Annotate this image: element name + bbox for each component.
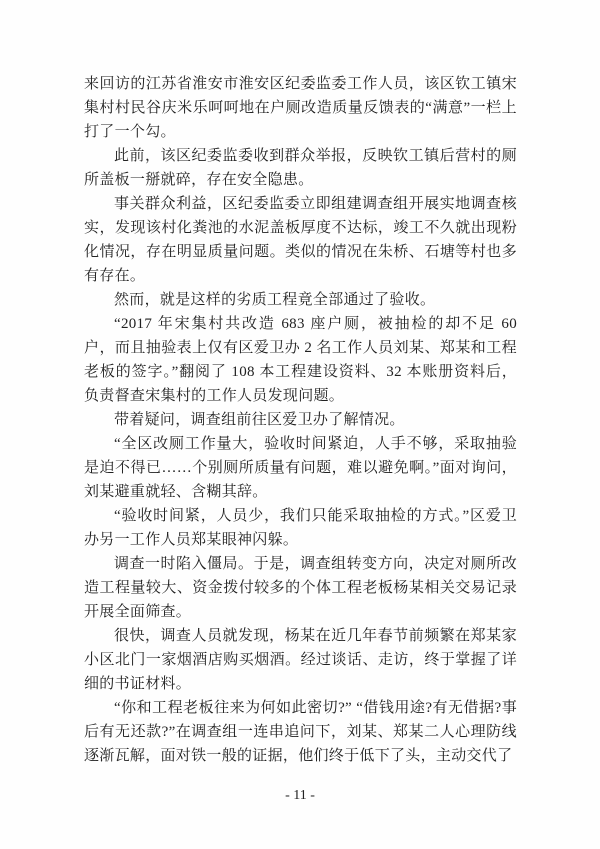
article-body bbox=[84, 72, 517, 768]
paragraph: 此前，该区纪委监委收到群众举报，反映钦工镇后营村的厕所盖板一掰就碎，存在安全隐患。 bbox=[84, 148, 517, 188]
page-number: - 11 - bbox=[285, 788, 315, 803]
paragraph: “2017 年宋集村共改造 683 座户厕，被抽检的却不足 60 户，而且抽验表上仅有区爱卫办 2 名工作人员刘某、郑某和工程老板的签字。”翻阅了 108 本工程建设资料、32 本账册资料后，负责督查宋集村的工作人员发现问题。 bbox=[84, 316, 517, 404]
paragraph: 然而，就是这样的劣质工程竟全部通过了验收。 bbox=[114, 292, 436, 308]
paragraph: 很快，调查人员就发现，杨某在近几年春节前频繁在郑某家小区北门一家烟酒店购买烟酒。经过谈话、走访，终于掌握了详细的书证材料。 bbox=[84, 628, 517, 692]
paragraph: “你和工程老板往来为何如此密切?” “借钱用途?有无借据?事后有无还款?”在调查组一连串追问下，刘某、郑某二人心理防线逐渐瓦解，面对铁一般的证据，他们终于低下了头，主动交代了 bbox=[84, 700, 517, 764]
paragraph: 事关群众利益，区纪委监委立即组建调查组开展实地调查核实，发现该村化粪池的水泥盖板厚度不达标，竣工不久就出现粉化情况，存在明显质量问题。类似的情况在朱桥、石塘等村也多有存在。 bbox=[84, 196, 517, 284]
paragraph: “验收时间紧，人员少，我们只能采取抽检的方式。”区爱卫办另一工作人员郑某眼神闪躲。 bbox=[84, 508, 517, 548]
paragraph: 调查一时陷入僵局。于是，调查组转变方向，决定对厕所改造工程量较大、资金拨付较多的个体工程老板杨某相关交易记录开展全面筛查。 bbox=[84, 556, 517, 620]
paragraph: “全区改厕工作量大，验收时间紧迫，人手不够，采取抽验是迫不得已……个别厕所质量有问题，难以避免啊。”面对询问，刘某避重就轻、含糊其辞。 bbox=[84, 436, 517, 500]
paragraph: 来回访的江苏省淮安市淮安区纪委监委工作人员，该区钦工镇宋集村村民谷庆米乐呵呵地在户厕改造质量反馈表的“满意”一栏上打了一个勾。 bbox=[84, 76, 517, 140]
paragraph: 带着疑问，调查组前往区爱卫办了解情况。 bbox=[114, 412, 405, 428]
